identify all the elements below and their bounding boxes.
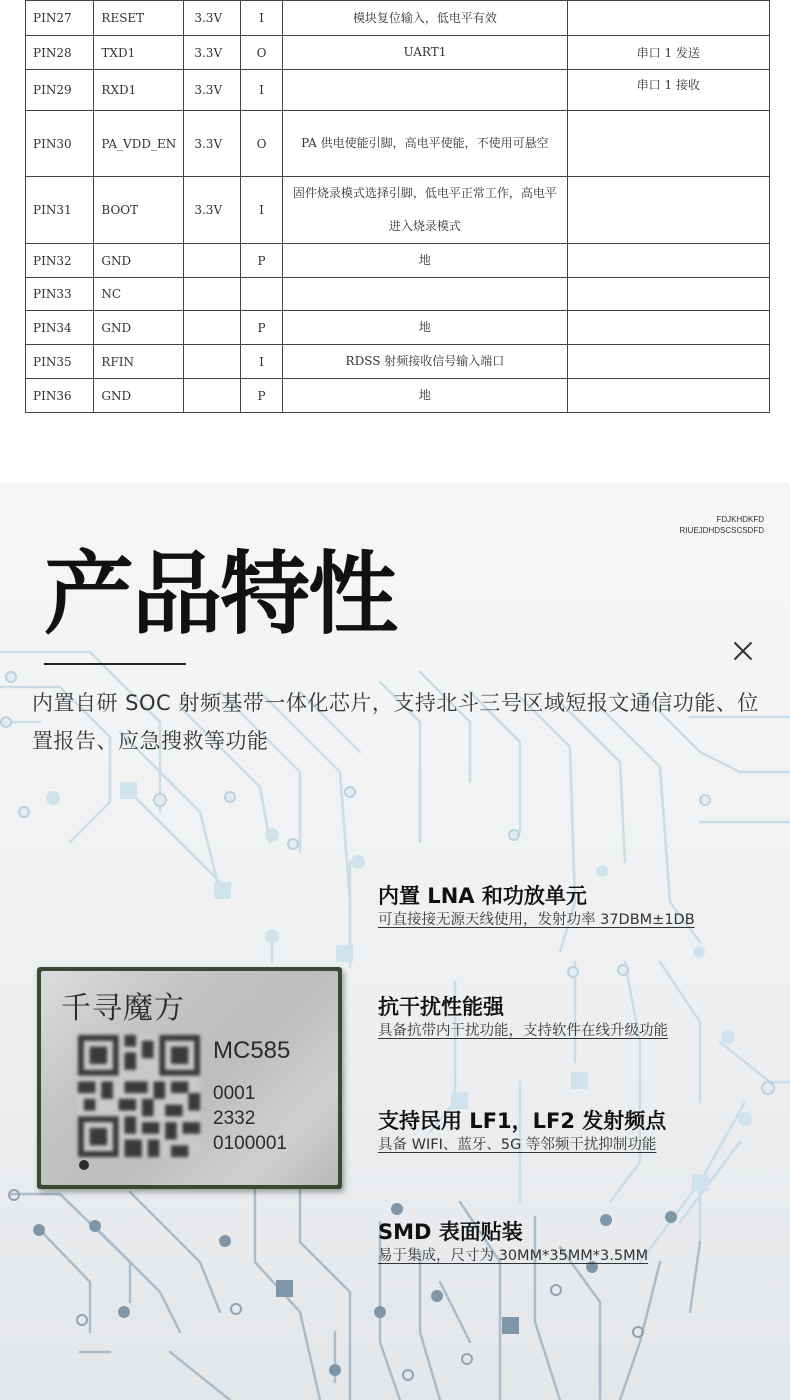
feature-item bbox=[378, 882, 695, 930]
pin-note bbox=[567, 244, 769, 278]
feature-description: 易于集成，尺寸为 30MM*35MM*3.5MM bbox=[378, 1248, 649, 1264]
table-row bbox=[26, 36, 770, 70]
pin-type bbox=[240, 278, 282, 311]
pin-type: O bbox=[240, 36, 282, 70]
pin-note bbox=[567, 177, 769, 244]
pin-name: RFIN bbox=[94, 345, 184, 379]
feature-title: 支持民用 LF1，LF2 发射频点 bbox=[378, 1109, 667, 1133]
intro-text: 内置自研 SOC 射频基带一体化芯片，支持北斗三号区域短报文通信功能、位置报告、应急搜救等功能 bbox=[32, 691, 759, 753]
pin-name: RXD1 bbox=[94, 70, 184, 111]
pin-name: GND bbox=[94, 244, 184, 278]
chip-code-label: 2332 bbox=[213, 1108, 256, 1129]
pin-name: TXD1 bbox=[94, 36, 184, 70]
pin-number: PIN31 bbox=[26, 177, 94, 244]
pin-name: GND bbox=[94, 379, 184, 413]
pin-type: P bbox=[240, 244, 282, 278]
table-row bbox=[26, 1, 770, 36]
pin-number: PIN36 bbox=[26, 379, 94, 413]
feature-title: 抗干扰性能强 bbox=[378, 995, 504, 1019]
chip-model-label: MC585 bbox=[213, 1037, 291, 1064]
table-row bbox=[26, 345, 770, 379]
product-features-section bbox=[0, 482, 790, 1400]
table-row bbox=[26, 177, 770, 244]
pin-voltage bbox=[184, 244, 241, 278]
pin-description: UART1 bbox=[283, 36, 567, 70]
table-row bbox=[26, 244, 770, 278]
feature-description: 可直接接无源天线使用，发射功率 37DBM±1DB bbox=[378, 912, 695, 928]
pin-voltage: 3.3V bbox=[184, 36, 241, 70]
pin-note bbox=[567, 311, 769, 345]
pin-number: PIN29 bbox=[26, 70, 94, 111]
title-underline bbox=[44, 663, 186, 665]
pin-name: GND bbox=[94, 311, 184, 345]
section-title: 产品特性 bbox=[44, 542, 396, 647]
feature-item bbox=[378, 1107, 666, 1155]
pin-number: PIN32 bbox=[26, 244, 94, 278]
pin-number: PIN30 bbox=[26, 111, 94, 177]
chip-code-label: 0100001 bbox=[213, 1133, 287, 1154]
chip-code-label: 0001 bbox=[213, 1083, 256, 1104]
pin-voltage bbox=[184, 345, 241, 379]
feature-item bbox=[378, 1218, 648, 1266]
pin-description: 地 bbox=[283, 379, 567, 413]
pin-description bbox=[283, 70, 567, 111]
pin-number: PIN28 bbox=[26, 36, 94, 70]
pin-number: PIN27 bbox=[26, 1, 94, 36]
pin-note bbox=[567, 1, 769, 36]
pin-note: 串口 1 发送 bbox=[567, 36, 769, 70]
pin-type: P bbox=[240, 379, 282, 413]
pin-note bbox=[567, 379, 769, 413]
pin-note bbox=[567, 345, 769, 379]
pin-note bbox=[567, 111, 769, 177]
pin-number: PIN35 bbox=[26, 345, 94, 379]
feature-title: SMD 表面贴装 bbox=[378, 1220, 523, 1244]
pin-voltage: 3.3V bbox=[184, 1, 241, 36]
pin-voltage: 3.3V bbox=[184, 70, 241, 111]
watermark-text bbox=[680, 514, 764, 536]
watermark-line: RIUEJDHDSCSCSDFD bbox=[679, 526, 764, 535]
table-row bbox=[26, 278, 770, 311]
table-row bbox=[26, 379, 770, 413]
pin-description: 地 bbox=[283, 244, 567, 278]
pin-type: I bbox=[240, 1, 282, 36]
feature-description: 具备抗带内干扰功能，支持软件在线升级功能 bbox=[378, 1023, 668, 1039]
pin-name: BOOT bbox=[94, 177, 184, 244]
pin-number: PIN34 bbox=[26, 311, 94, 345]
chip-module-image bbox=[37, 967, 342, 1189]
pin-description bbox=[283, 278, 567, 311]
pin-voltage: 3.3V bbox=[184, 177, 241, 244]
pin-table bbox=[25, 0, 770, 413]
pin-note bbox=[567, 278, 769, 311]
pin-type: O bbox=[240, 111, 282, 177]
table-row bbox=[26, 70, 770, 111]
pin-name: RESET bbox=[94, 1, 184, 36]
qr-code-icon bbox=[78, 1035, 200, 1157]
pin-type: I bbox=[240, 345, 282, 379]
pin-voltage bbox=[184, 379, 241, 413]
pin-description: RDSS 射频接收信号输入端口 bbox=[283, 345, 567, 379]
pin-type: I bbox=[240, 177, 282, 244]
pin-name: NC bbox=[94, 278, 184, 311]
table-row bbox=[26, 111, 770, 177]
pin-name: PA_VDD_EN bbox=[94, 111, 184, 177]
pin-description: PA 供电使能引脚，高电平使能，不使用可悬空 bbox=[283, 111, 567, 177]
table-row bbox=[26, 311, 770, 345]
watermark-line: FDJKHDKFD bbox=[716, 515, 764, 524]
pin1-marker-dot bbox=[79, 1160, 89, 1170]
close-icon[interactable] bbox=[730, 638, 756, 664]
pin-type: P bbox=[240, 311, 282, 345]
feature-item bbox=[378, 993, 668, 1041]
pin-note: 串口 1 接收 bbox=[567, 70, 769, 111]
chip-shield-cover bbox=[41, 971, 338, 1185]
pin-description: 地 bbox=[283, 311, 567, 345]
pin-number: PIN33 bbox=[26, 278, 94, 311]
chip-brand-label: 千寻魔方 bbox=[61, 991, 185, 1026]
feature-description: 具备 WIFI、蓝牙、5G 等邻频干扰抑制功能 bbox=[378, 1137, 657, 1153]
feature-title: 内置 LNA 和功放单元 bbox=[378, 884, 587, 908]
pin-description: 固件烧录模式选择引脚，低电平正常工作，高电平进入烧录模式 bbox=[283, 177, 567, 244]
pin-voltage: 3.3V bbox=[184, 111, 241, 177]
pin-voltage bbox=[184, 311, 241, 345]
pin-voltage bbox=[184, 278, 241, 311]
pin-description: 模块复位输入，低电平有效 bbox=[283, 1, 567, 36]
pin-type: I bbox=[240, 70, 282, 111]
